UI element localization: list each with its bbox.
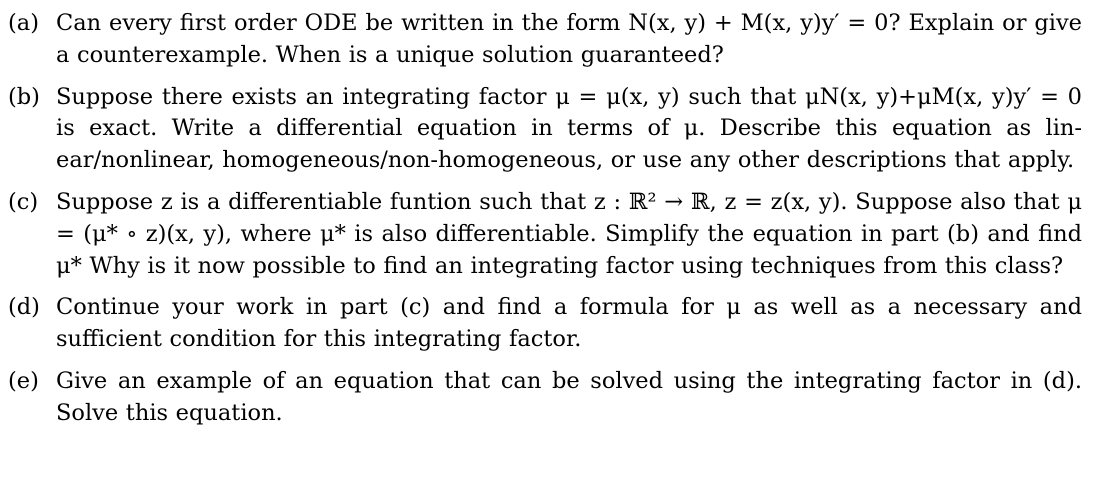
problem-label: (d) — [8, 294, 40, 321]
problem-e — [8, 366, 1082, 430]
problem-text: Give an example of an equation that can be solved using the integrating factor in (d). Solve this equation. — [56, 367, 1082, 426]
problem-b — [8, 82, 1082, 177]
problem-label: (a) — [8, 10, 39, 36]
problem-text: Continue your work in part (c) and find a formula for μ as well as a necessary and sufficient condition for this integrating factor. — [56, 294, 1082, 353]
problem-text: Suppose there exists an integrating factor μ = μ(x, y) such that μN(x, y)+μM(x, y)y′ = 0 is exact. Write a differential equation in terms of μ. Describe this equation as lin-ear/nonlinear, homogeneous/non-homogeneous, or use any other descriptions that apply. — [56, 83, 1082, 174]
problem-c — [8, 187, 1082, 282]
problem-text: Suppose z is a differentiable funtion such that z : ℝ² → ℝ, z = z(x, y). Suppose also that μ = (μ* ∘ z)(x, y), where μ* is also differentiable. Simplify the equation in part (b) and find μ* Why is it now possible to find an integrating factor using techniques from this class? — [56, 188, 1082, 279]
problem-label: (e) — [8, 367, 39, 394]
problem-label: (c) — [8, 188, 39, 215]
problem-label: (b) — [8, 83, 40, 110]
problem-d — [8, 292, 1082, 356]
problem-a — [8, 8, 1082, 72]
problem-text: Can every first order ODE be written in the form N(x, y) + M(x, y)y′ = 0? Explain or give a counterexample. When is a unique solution guaranteed? — [56, 10, 1082, 68]
